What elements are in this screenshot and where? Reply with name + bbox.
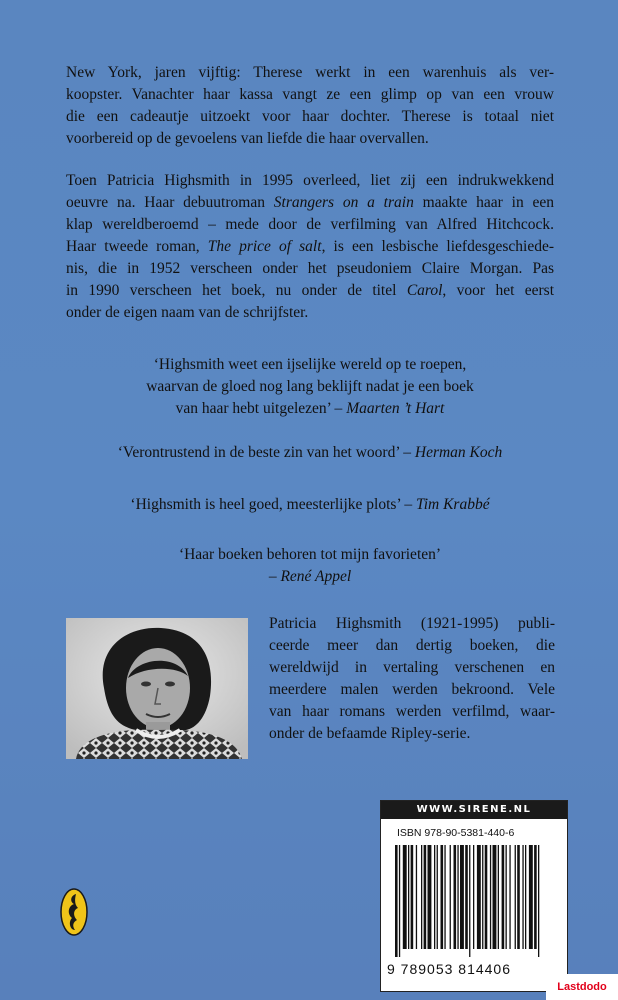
bio-line: onder de befaamde Ripley-serie. — [269, 725, 471, 742]
barcode-digits: 9 789053 814406 — [387, 961, 511, 977]
barcode-bar — [493, 845, 497, 949]
barcode-bar — [403, 845, 407, 949]
review-quote-3 — [60, 494, 560, 516]
quote-line: van haar hebt uitgelezen’ – Maarten ’t Hart — [175, 400, 445, 417]
blurb-paragraph-2 — [66, 170, 554, 324]
book-title: The price of salt — [207, 238, 322, 255]
isbn-number: ISBN 978-90-5381-440-6 — [397, 827, 515, 839]
bio-line: van haar romans werden verfilmd, waar- — [269, 703, 555, 720]
quote-author: Tim Krabbé — [415, 496, 490, 513]
barcode-bar — [522, 845, 523, 949]
barcode-bar — [395, 845, 398, 957]
bio-line: wereldwijd in vertaling verschenen en — [269, 659, 555, 676]
text-line: koopster. Vanachter haar kassa vangt ze een glimp op van een vrouw — [66, 86, 554, 103]
barcode-bar — [460, 845, 464, 949]
barcode-bar — [502, 845, 505, 949]
barcode-bar — [399, 845, 400, 957]
barcode-bar — [469, 845, 470, 957]
barcode-bar — [437, 845, 438, 949]
quote-author: Maarten ’t Hart — [346, 400, 445, 417]
barcode-bar — [477, 845, 481, 949]
text-line: die een cadeautje uitzoekt voor haar dochter. Therese is totaal niet — [66, 108, 554, 125]
blurb-paragraph-1 — [66, 62, 554, 150]
review-quote-1 — [60, 354, 560, 420]
author-bio — [269, 613, 555, 745]
text-line: nis, die in 1952 verscheen onder het pseudoniem Claire Morgan. Pas — [66, 260, 554, 277]
text-line: in 1990 verscheen het boek, nu onder de titel Carol, voor het eerst — [66, 282, 555, 299]
text-line: oeuvre na. Haar debuutroman Strangers on a train maakte haar in een — [66, 194, 554, 211]
book-title: Strangers on a train — [273, 194, 414, 211]
barcode-bar — [490, 845, 491, 949]
barcode-bar — [534, 845, 537, 949]
publisher-logo-icon — [60, 888, 88, 936]
barcode-bar — [482, 845, 483, 949]
barcode-icon — [395, 845, 553, 957]
barcode-bar — [525, 845, 526, 949]
author-portrait-image — [66, 618, 248, 759]
barcode-bar — [509, 845, 510, 949]
barcode-bar — [473, 845, 474, 949]
barcode-bar — [506, 845, 507, 949]
barcode-bar — [434, 845, 435, 949]
barcode-bar — [515, 845, 516, 949]
text-line: Toen Patricia Highsmith in 1995 overleed, liet zij een indrukwekkend — [66, 172, 554, 189]
barcode-bar — [416, 845, 417, 949]
bio-line: meerdere malen werden bekroond. Vele — [269, 681, 555, 698]
barcode-bar — [450, 845, 451, 949]
text-line: voorbereid op de gevoelens van liefde die haar overvallen. — [66, 130, 429, 147]
quote-author: Herman Koch — [414, 444, 503, 461]
barcode-bar — [444, 845, 445, 949]
text-line: Haar tweede roman, The price of salt, is een lesbische liefdesgeschiede- — [66, 238, 555, 255]
barcode-bar — [428, 845, 432, 949]
barcode-bar — [485, 845, 488, 949]
quote-line: ‘Highsmith weet een ijselijke wereld op te roepen, — [153, 356, 467, 373]
text-line: klap wereldberoemd – mede door de verfilming van Alfred Hitchcock. — [66, 216, 554, 233]
text-line: onder de eigen naam van de schrijfster. — [66, 304, 309, 321]
bio-line: Patricia Highsmith (1921-1995) publi- — [269, 615, 555, 632]
barcode-bar — [454, 845, 457, 949]
barcode-bar — [465, 845, 468, 949]
barcode-bar — [529, 845, 533, 949]
quote-line: ‘Haar boeken behoren tot mijn favorieten’ — [178, 546, 442, 563]
text-line: New York, jaren vijftig: Therese werkt in een warenhuis als ver- — [66, 64, 554, 81]
barcode-panel — [380, 800, 568, 992]
review-quote-4 — [60, 544, 560, 588]
bio-line: ceerde meer dan dertig boeken, die — [269, 637, 555, 654]
barcode-bar — [457, 845, 458, 949]
barcode-bar — [441, 845, 444, 949]
author-photo — [66, 618, 248, 759]
quote-line: – René Appel — [268, 568, 352, 585]
watermark-sticker: Lastdodo — [546, 974, 618, 1000]
publisher-url: WWW.SIRENE.NL — [381, 801, 567, 819]
barcode-bar — [538, 845, 539, 957]
barcode-bar — [411, 845, 414, 949]
barcode-bar — [517, 845, 520, 949]
barcode-bar — [498, 845, 499, 949]
quote-line: ‘Highsmith is heel goed, meesterlijke plots’ – Tim Krabbé — [130, 496, 490, 513]
quote-author: René Appel — [280, 568, 352, 585]
book-title: Carol — [406, 282, 443, 299]
quote-line: waarvan de gloed nog lang beklijft nadat je een boek — [146, 378, 474, 395]
barcode-bar — [421, 845, 422, 949]
quote-line: ‘Verontrustend in de beste zin van het woord’ – Herman Koch — [117, 444, 503, 461]
barcode-bar — [408, 845, 409, 949]
review-quote-2 — [60, 442, 560, 464]
barcode-bar — [424, 845, 427, 949]
